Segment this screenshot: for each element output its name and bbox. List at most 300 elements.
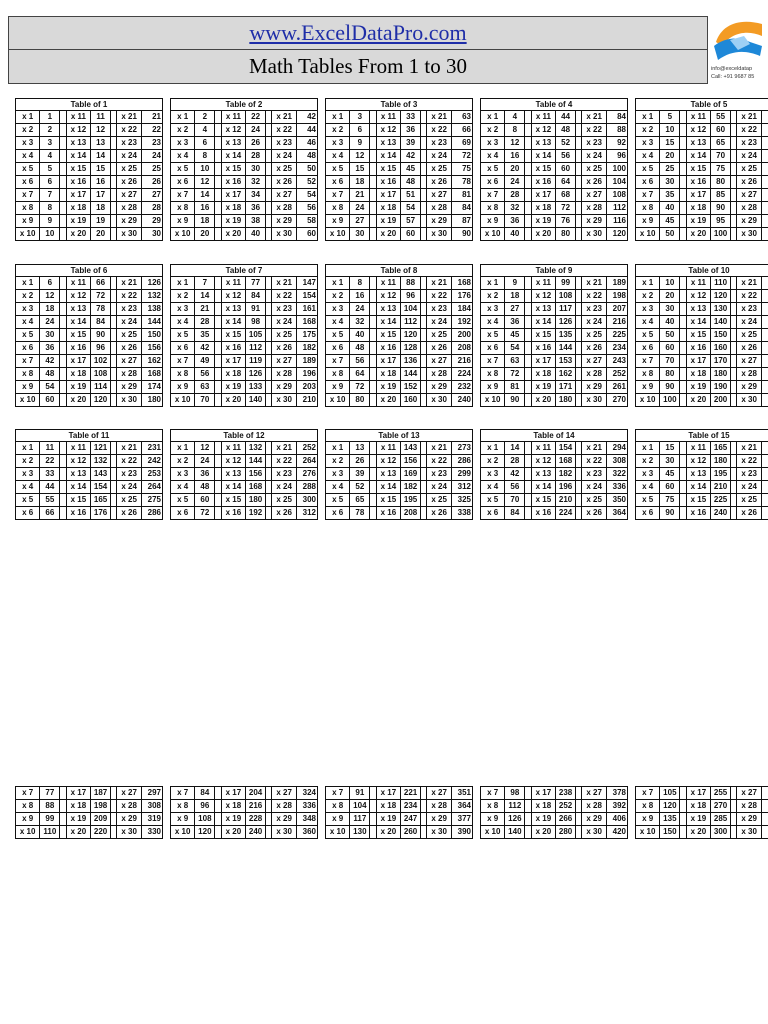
product-cell: 252 <box>296 442 317 455</box>
table-block <box>480 98 628 241</box>
product-cell: 52 <box>350 481 370 494</box>
product-cell <box>761 826 768 839</box>
multiplier-cell: x 6 <box>481 176 505 189</box>
multiplier-cell: x 13 <box>66 137 90 150</box>
multiplier-cell: x 13 <box>376 468 400 481</box>
table-row <box>16 303 163 316</box>
product-cell: 234 <box>401 800 421 813</box>
multiplier-cell: x 19 <box>531 381 555 394</box>
product-cell: 20 <box>505 163 525 176</box>
times-table <box>480 441 628 520</box>
multiplier-cell: x 30 <box>427 826 451 839</box>
product-cell: 180 <box>556 394 576 407</box>
multiplier-cell: x 14 <box>66 150 90 163</box>
product-cell: 224 <box>556 507 576 520</box>
product-cell: 30 <box>141 228 162 241</box>
multiplier-cell: x 25 <box>427 494 451 507</box>
multiplier-cell: x 25 <box>582 494 606 507</box>
product-cell: 264 <box>296 455 317 468</box>
table-row <box>16 329 163 342</box>
multiplier-cell: x 17 <box>66 189 90 202</box>
product-cell: 184 <box>451 303 472 316</box>
product-cell: 196 <box>296 368 317 381</box>
product-cell: 406 <box>606 813 627 826</box>
multiplier-cell: x 17 <box>531 189 555 202</box>
multiplier-cell: x 13 <box>686 137 710 150</box>
product-cell: 136 <box>401 355 421 368</box>
product-cell: 7 <box>195 277 215 290</box>
multiplier-cell: x 15 <box>376 163 400 176</box>
product-cell: 10 <box>40 228 60 241</box>
product-cell: 182 <box>296 342 317 355</box>
multiplier-cell: x 5 <box>326 163 350 176</box>
product-cell: 135 <box>556 329 576 342</box>
multiplier-cell: x 19 <box>686 813 710 826</box>
multiplier-cell: x 22 <box>272 290 296 303</box>
multiplier-cell: x 5 <box>171 329 195 342</box>
table-row <box>481 455 628 468</box>
table-row <box>326 800 473 813</box>
multiplier-cell: x 24 <box>427 481 451 494</box>
multiplier-cell: x 5 <box>481 329 505 342</box>
multiplier-cell: x 1 <box>171 442 195 455</box>
product-cell: 16 <box>350 290 370 303</box>
multiplier-cell: x 29 <box>737 813 761 826</box>
product-cell: 108 <box>91 368 111 381</box>
product-cell: 39 <box>350 468 370 481</box>
table-row <box>481 394 628 407</box>
product-cell: 351 <box>451 787 472 800</box>
product-cell: 112 <box>505 800 525 813</box>
multiplier-cell: x 10 <box>481 394 505 407</box>
table-row <box>481 826 628 839</box>
product-cell: 90 <box>660 507 680 520</box>
multiplier-cell: x 20 <box>66 826 90 839</box>
multiplier-cell: x 4 <box>171 150 195 163</box>
multiplier-cell: x 1 <box>326 111 350 124</box>
product-cell <box>761 163 768 176</box>
multiplier-cell: x 12 <box>66 455 90 468</box>
product-cell: 30 <box>40 329 60 342</box>
product-cell: 91 <box>246 303 266 316</box>
table-row <box>326 316 473 329</box>
multiplier-cell: x 17 <box>221 189 245 202</box>
multiplier-cell: x 24 <box>272 481 296 494</box>
product-cell: 84 <box>606 111 627 124</box>
multiplier-cell: x 10 <box>171 394 195 407</box>
multiplier-cell: x 3 <box>481 468 505 481</box>
product-cell: 42 <box>195 342 215 355</box>
table-row <box>16 394 163 407</box>
multiplier-cell: x 9 <box>171 215 195 228</box>
product-cell: 38 <box>246 215 266 228</box>
multiplier-cell: x 24 <box>582 481 606 494</box>
multiplier-cell: x 6 <box>326 342 350 355</box>
multiplier-cell: x 9 <box>16 215 40 228</box>
table-block <box>15 98 163 241</box>
table-row <box>326 303 473 316</box>
table-row <box>481 355 628 368</box>
multiplier-cell: x 20 <box>686 394 710 407</box>
multiplier-cell: x 19 <box>66 381 90 394</box>
multiplier-cell: x 6 <box>171 176 195 189</box>
product-cell <box>761 202 768 215</box>
multiplier-cell: x 21 <box>272 442 296 455</box>
multiplier-cell: x 25 <box>427 163 451 176</box>
multiplier-cell: x 24 <box>272 316 296 329</box>
product-cell: 252 <box>606 368 627 381</box>
times-table <box>170 110 318 241</box>
multiplier-cell: x 30 <box>427 394 451 407</box>
times-table <box>325 786 473 839</box>
product-cell <box>761 368 768 381</box>
multiplier-cell: x 2 <box>16 290 40 303</box>
multiplier-cell: x 16 <box>376 176 400 189</box>
product-cell <box>761 189 768 202</box>
table-row <box>481 800 628 813</box>
product-cell: 26 <box>141 176 162 189</box>
table-row <box>16 355 163 368</box>
product-cell: 126 <box>505 813 525 826</box>
table-row <box>636 329 768 342</box>
multiplier-cell: x 8 <box>326 202 350 215</box>
product-cell: 132 <box>246 442 266 455</box>
multiplier-cell: x 24 <box>737 316 761 329</box>
multiplier-cell: x 8 <box>481 368 505 381</box>
product-cell: 76 <box>556 215 576 228</box>
multiplier-cell: x 4 <box>326 316 350 329</box>
table-row <box>171 507 318 520</box>
multiplier-cell: x 14 <box>221 481 245 494</box>
multiplier-cell: x 3 <box>326 468 350 481</box>
multiplier-cell: x 10 <box>636 394 660 407</box>
multiplier-cell: x 6 <box>636 342 660 355</box>
product-cell: 270 <box>606 394 627 407</box>
multiplier-cell: x 1 <box>16 442 40 455</box>
multiplier-cell: x 7 <box>636 189 660 202</box>
multiplier-cell: x 14 <box>686 481 710 494</box>
multiplier-cell: x 23 <box>582 468 606 481</box>
times-table <box>480 786 628 839</box>
table-row <box>481 163 628 176</box>
table-row <box>636 303 768 316</box>
multiplier-cell: x 18 <box>66 202 90 215</box>
multiplier-cell: x 2 <box>171 455 195 468</box>
table-row <box>326 355 473 368</box>
multiplier-cell: x 9 <box>171 381 195 394</box>
product-cell: 36 <box>505 316 525 329</box>
multiplier-cell: x 26 <box>737 507 761 520</box>
multiplier-cell: x 20 <box>531 228 555 241</box>
multiplier-cell: x 20 <box>66 394 90 407</box>
product-cell: 30 <box>350 228 370 241</box>
product-cell <box>761 481 768 494</box>
site-link[interactable]: www.ExcelDataPro.com <box>249 20 467 45</box>
product-cell: 12 <box>195 176 215 189</box>
product-cell: 156 <box>246 468 266 481</box>
product-cell: 55 <box>711 111 731 124</box>
multiplier-cell: x 15 <box>531 163 555 176</box>
product-cell: 208 <box>401 507 421 520</box>
product-cell: 240 <box>246 826 266 839</box>
product-cell: 7 <box>40 189 60 202</box>
multiplier-cell: x 2 <box>636 455 660 468</box>
multiplier-cell: x 27 <box>582 189 606 202</box>
table-row <box>171 442 318 455</box>
product-cell: 56 <box>195 368 215 381</box>
multiplier-cell: x 22 <box>427 290 451 303</box>
times-table <box>635 276 768 407</box>
product-cell: 40 <box>246 228 266 241</box>
product-cell: 322 <box>606 468 627 481</box>
multiplier-cell: x 10 <box>326 826 350 839</box>
product-cell: 110 <box>40 826 60 839</box>
product-cell: 14 <box>195 290 215 303</box>
multiplier-cell: x 29 <box>427 813 451 826</box>
product-cell <box>761 124 768 137</box>
product-cell: 6 <box>40 176 60 189</box>
multiplier-cell: x 4 <box>326 481 350 494</box>
multiplier-cell: x 11 <box>221 277 245 290</box>
multiplier-cell: x 27 <box>427 787 451 800</box>
table-row <box>171 111 318 124</box>
table-caption: Table of 13 <box>325 429 473 441</box>
product-cell: 70 <box>505 494 525 507</box>
product-cell: 12 <box>505 137 525 150</box>
multiplier-cell: x 24 <box>582 150 606 163</box>
product-cell: 45 <box>660 215 680 228</box>
product-cell: 3 <box>40 137 60 150</box>
product-cell: 196 <box>556 481 576 494</box>
product-cell: 60 <box>296 228 317 241</box>
product-cell: 78 <box>451 176 472 189</box>
multiplier-cell: x 12 <box>221 290 245 303</box>
product-cell: 286 <box>141 507 162 520</box>
multiplier-cell: x 13 <box>531 303 555 316</box>
product-cell: 270 <box>711 800 731 813</box>
product-cell: 96 <box>195 800 215 813</box>
times-table <box>480 110 628 241</box>
product-cell: 104 <box>401 303 421 316</box>
product-cell <box>761 290 768 303</box>
table-row <box>16 800 163 813</box>
table-row <box>171 342 318 355</box>
multiplier-cell: x 24 <box>117 316 141 329</box>
product-cell: 44 <box>556 111 576 124</box>
product-cell: 225 <box>711 494 731 507</box>
product-cell: 338 <box>451 507 472 520</box>
table-block <box>635 264 768 407</box>
product-cell: 18 <box>505 290 525 303</box>
multiplier-cell: x 4 <box>326 150 350 163</box>
multiplier-cell: x 13 <box>531 137 555 150</box>
product-cell: 27 <box>350 215 370 228</box>
product-cell: 224 <box>451 368 472 381</box>
multiplier-cell: x 2 <box>326 124 350 137</box>
table-block <box>635 98 768 241</box>
product-cell: 23 <box>141 137 162 150</box>
multiplier-cell: x 25 <box>582 329 606 342</box>
table-row <box>171 329 318 342</box>
multiplier-cell: x 5 <box>481 163 505 176</box>
multiplier-cell: x 10 <box>16 826 40 839</box>
multiplier-cell: x 27 <box>272 787 296 800</box>
multiplier-cell: x 20 <box>66 228 90 241</box>
product-cell: 12 <box>195 442 215 455</box>
product-cell: 104 <box>350 800 370 813</box>
multiplier-cell: x 27 <box>272 355 296 368</box>
multiplier-cell: x 19 <box>376 381 400 394</box>
multiplier-cell: x 14 <box>531 316 555 329</box>
table-row <box>636 813 768 826</box>
multiplier-cell: x 30 <box>117 826 141 839</box>
product-cell: 57 <box>401 215 421 228</box>
times-table <box>15 786 163 839</box>
multiplier-cell: x 7 <box>326 355 350 368</box>
product-cell: 50 <box>296 163 317 176</box>
multiplier-cell: x 3 <box>636 137 660 150</box>
table-row <box>636 176 768 189</box>
multiplier-cell: x 11 <box>66 442 90 455</box>
product-cell: 112 <box>246 342 266 355</box>
product-cell: 27 <box>141 189 162 202</box>
product-cell: 120 <box>91 394 111 407</box>
multiplier-cell: x 27 <box>737 787 761 800</box>
product-cell: 210 <box>296 394 317 407</box>
multiplier-cell: x 28 <box>272 800 296 813</box>
product-cell: 144 <box>246 455 266 468</box>
multiplier-cell: x 8 <box>171 368 195 381</box>
table-row <box>481 494 628 507</box>
table-block <box>480 264 628 407</box>
table-row <box>171 215 318 228</box>
product-cell: 108 <box>556 290 576 303</box>
multiplier-cell: x 13 <box>221 468 245 481</box>
multiplier-cell: x 15 <box>221 329 245 342</box>
multiplier-cell: x 29 <box>737 215 761 228</box>
multiplier-cell: x 22 <box>117 455 141 468</box>
table-row <box>326 826 473 839</box>
multiplier-cell: x 25 <box>117 329 141 342</box>
product-cell: 198 <box>91 800 111 813</box>
table-row <box>636 800 768 813</box>
multiplier-cell: x 18 <box>686 368 710 381</box>
product-cell: 48 <box>195 481 215 494</box>
multiplier-cell: x 10 <box>481 826 505 839</box>
product-cell: 52 <box>556 137 576 150</box>
product-cell: 247 <box>401 813 421 826</box>
multiplier-cell: x 14 <box>376 150 400 163</box>
multiplier-cell: x 14 <box>221 150 245 163</box>
product-cell: 116 <box>606 215 627 228</box>
product-cell: 90 <box>451 228 472 241</box>
multiplier-cell: x 15 <box>376 329 400 342</box>
product-cell: 56 <box>350 355 370 368</box>
table-caption: Table of 11 <box>15 429 163 441</box>
multiplier-cell: x 3 <box>171 303 195 316</box>
product-cell: 168 <box>451 277 472 290</box>
multiplier-cell: x 1 <box>326 442 350 455</box>
table-row <box>326 124 473 137</box>
table-row <box>636 481 768 494</box>
table-row <box>171 150 318 163</box>
multiplier-cell: x 26 <box>272 176 296 189</box>
multiplier-cell: x 29 <box>427 215 451 228</box>
multiplier-cell: x 7 <box>636 787 660 800</box>
product-cell: 162 <box>141 355 162 368</box>
multiplier-cell: x 17 <box>531 355 555 368</box>
multiplier-cell: x 27 <box>427 189 451 202</box>
product-cell: 33 <box>401 111 421 124</box>
product-cell: 175 <box>296 329 317 342</box>
product-cell: 100 <box>711 228 731 241</box>
multiplier-cell: x 4 <box>636 150 660 163</box>
product-cell: 108 <box>195 813 215 826</box>
page-header <box>8 16 708 84</box>
product-cell: 64 <box>556 176 576 189</box>
times-table <box>15 441 163 520</box>
multiplier-cell: x 16 <box>376 342 400 355</box>
multiplier-cell: x 6 <box>326 176 350 189</box>
product-cell: 80 <box>660 368 680 381</box>
product-cell: 120 <box>606 228 627 241</box>
table-row <box>481 787 628 800</box>
product-cell: 108 <box>606 189 627 202</box>
product-cell: 15 <box>350 163 370 176</box>
product-cell: 84 <box>195 787 215 800</box>
product-cell: 288 <box>296 481 317 494</box>
multiplier-cell: x 11 <box>531 277 555 290</box>
product-cell: 209 <box>91 813 111 826</box>
product-cell: 6 <box>350 124 370 137</box>
multiplier-cell: x 23 <box>737 137 761 150</box>
product-cell: 29 <box>141 215 162 228</box>
product-cell: 36 <box>40 342 60 355</box>
product-cell: 44 <box>40 481 60 494</box>
product-cell: 114 <box>91 381 111 394</box>
multiplier-cell: x 26 <box>737 342 761 355</box>
table-caption: Table of 10 <box>635 264 768 276</box>
multiplier-cell: x 10 <box>326 228 350 241</box>
product-cell: 13 <box>350 442 370 455</box>
multiplier-cell: x 27 <box>117 189 141 202</box>
product-cell: 36 <box>505 215 525 228</box>
product-cell: 69 <box>451 137 472 150</box>
multiplier-cell: x 2 <box>636 290 660 303</box>
product-cell: 187 <box>91 787 111 800</box>
multiplier-cell: x 2 <box>636 124 660 137</box>
product-cell: 144 <box>141 316 162 329</box>
multiplier-cell: x 28 <box>737 202 761 215</box>
multiplier-cell: x 30 <box>737 228 761 241</box>
multiplier-cell: x 10 <box>171 826 195 839</box>
multiplier-cell: x 7 <box>481 355 505 368</box>
product-cell: 28 <box>505 455 525 468</box>
product-cell: 27 <box>505 303 525 316</box>
multiplier-cell: x 30 <box>272 826 296 839</box>
product-cell: 60 <box>660 342 680 355</box>
multiplier-cell: x 8 <box>326 800 350 813</box>
product-cell: 34 <box>246 189 266 202</box>
multiplier-cell: x 17 <box>376 787 400 800</box>
multiplier-cell: x 25 <box>737 494 761 507</box>
product-cell: 6 <box>40 277 60 290</box>
multiplier-cell: x 12 <box>686 290 710 303</box>
multiplier-cell: x 4 <box>481 150 505 163</box>
multiplier-cell: x 17 <box>686 355 710 368</box>
multiplier-cell: x 22 <box>582 455 606 468</box>
product-cell: 81 <box>505 381 525 394</box>
